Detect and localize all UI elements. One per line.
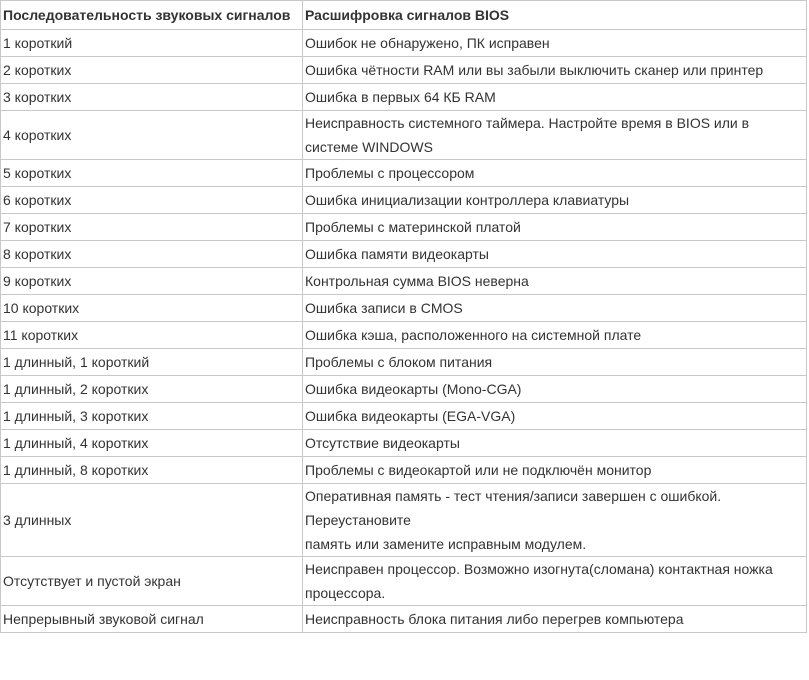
- table-row: [1, 322, 807, 349]
- signal-cell: 1 длинный, 3 коротких: [1, 403, 303, 430]
- table-row: [1, 606, 807, 633]
- meaning-text: Ошибка видеокарты (EGA-VGA): [305, 408, 516, 424]
- signal-cell: 1 длинный, 2 коротких: [1, 376, 303, 403]
- meaning-text: память или замените исправным модулем.: [305, 536, 587, 552]
- table-row: [1, 484, 807, 557]
- table-row: [1, 268, 807, 295]
- header-bios-decoding: Расшифровка сигналов BIOS: [303, 1, 807, 30]
- table-row: [1, 111, 807, 160]
- meaning-cell: [303, 241, 807, 268]
- meaning-text: Оперативная память - тест чтения/записи завершен с ошибкой.: [305, 488, 722, 504]
- meaning-cell: [303, 57, 807, 84]
- meaning-cell: [303, 160, 807, 187]
- meaning-cell: [303, 214, 807, 241]
- header-signal-sequence: Последовательность звуковых сигналов: [1, 1, 303, 30]
- signal-cell: 3 длинных: [1, 484, 303, 557]
- signal-cell: 9 коротких: [1, 268, 303, 295]
- signal-cell: 1 длинный, 8 коротких: [1, 457, 303, 484]
- meaning-cell: [303, 430, 807, 457]
- meaning-text: Ошибка памяти видеокарты: [305, 246, 489, 262]
- table-body: [1, 30, 807, 633]
- signal-cell: 11 коротких: [1, 322, 303, 349]
- meaning-text: Контрольная сумма BIOS неверна: [305, 273, 529, 289]
- table-row: [1, 30, 807, 57]
- table-row: [1, 160, 807, 187]
- meaning-text: Неисправен процессор. Возможно изогнута(сломана) контактная ножка процессора.: [305, 561, 773, 601]
- meaning-cell: [303, 484, 807, 557]
- table-row: [1, 84, 807, 111]
- meaning-cell: [303, 457, 807, 484]
- signal-cell: 10 коротких: [1, 295, 303, 322]
- table-row: [1, 349, 807, 376]
- table-row: [1, 403, 807, 430]
- signal-cell: 6 коротких: [1, 187, 303, 214]
- meaning-cell: [303, 606, 807, 633]
- table-row: [1, 430, 807, 457]
- meaning-text: Проблемы с видеокартой или не подключён монитор: [305, 462, 652, 478]
- meaning-text: Ошибка инициализации контроллера клавиатуры: [305, 192, 630, 208]
- meaning-text: Отсутствие видеокарты: [305, 435, 460, 451]
- meaning-text: Ошибок не обнаружено, ПК исправен: [305, 35, 550, 51]
- meaning-text: Ошибка видеокарты (Mono-CGA): [305, 381, 522, 397]
- signal-cell: 7 коротких: [1, 214, 303, 241]
- table-row: [1, 214, 807, 241]
- signal-cell: 1 длинный, 4 коротких: [1, 430, 303, 457]
- meaning-text: Проблемы с материнской платой: [305, 219, 521, 235]
- meaning-text: Проблемы с блоком питания: [305, 354, 493, 370]
- signal-cell: 4 коротких: [1, 111, 303, 160]
- table-row: [1, 187, 807, 214]
- meaning-text: Неисправность системного таймера. Настройте время в BIOS или в системе WINDOWS: [305, 115, 750, 155]
- table-row: [1, 241, 807, 268]
- meaning-text: Ошибка записи в CMOS: [305, 300, 463, 316]
- meaning-text: Ошибка в первых 64 КБ RAM: [305, 89, 496, 105]
- meaning-cell: [303, 295, 807, 322]
- table-row: [1, 457, 807, 484]
- signal-cell: Отсутствует и пустой экран: [1, 557, 303, 606]
- meaning-cell: [303, 111, 807, 160]
- table-row: [1, 557, 807, 606]
- meaning-cell: [303, 268, 807, 295]
- meaning-cell: [303, 30, 807, 57]
- signal-cell: Непрерывный звуковой сигнал: [1, 606, 303, 633]
- table-header: [1, 1, 807, 30]
- meaning-cell: [303, 187, 807, 214]
- meaning-text: Переустановите: [305, 512, 411, 528]
- table-row: [1, 376, 807, 403]
- header-row: [1, 1, 807, 30]
- meaning-cell: [303, 349, 807, 376]
- signal-cell: 8 коротких: [1, 241, 303, 268]
- signal-cell: 1 короткий: [1, 30, 303, 57]
- signal-cell: 1 длинный, 1 короткий: [1, 349, 303, 376]
- meaning-text: Проблемы с процессором: [305, 165, 475, 181]
- meaning-cell: [303, 403, 807, 430]
- meaning-text: Ошибка чётности RAM или вы забыли выключить сканер или принтер: [305, 62, 764, 78]
- table-row: [1, 57, 807, 84]
- signal-cell: 5 коротких: [1, 160, 303, 187]
- signal-cell: 3 коротких: [1, 84, 303, 111]
- meaning-cell: [303, 322, 807, 349]
- meaning-text: Неисправность блока питания либо перегрев компьютера: [305, 611, 684, 627]
- signal-cell: 2 коротких: [1, 57, 303, 84]
- table-row: [1, 295, 807, 322]
- meaning-text: Ошибка кэша, расположенного на системной плате: [305, 327, 642, 343]
- meaning-cell: [303, 84, 807, 111]
- meaning-cell: [303, 376, 807, 403]
- meaning-cell: [303, 557, 807, 606]
